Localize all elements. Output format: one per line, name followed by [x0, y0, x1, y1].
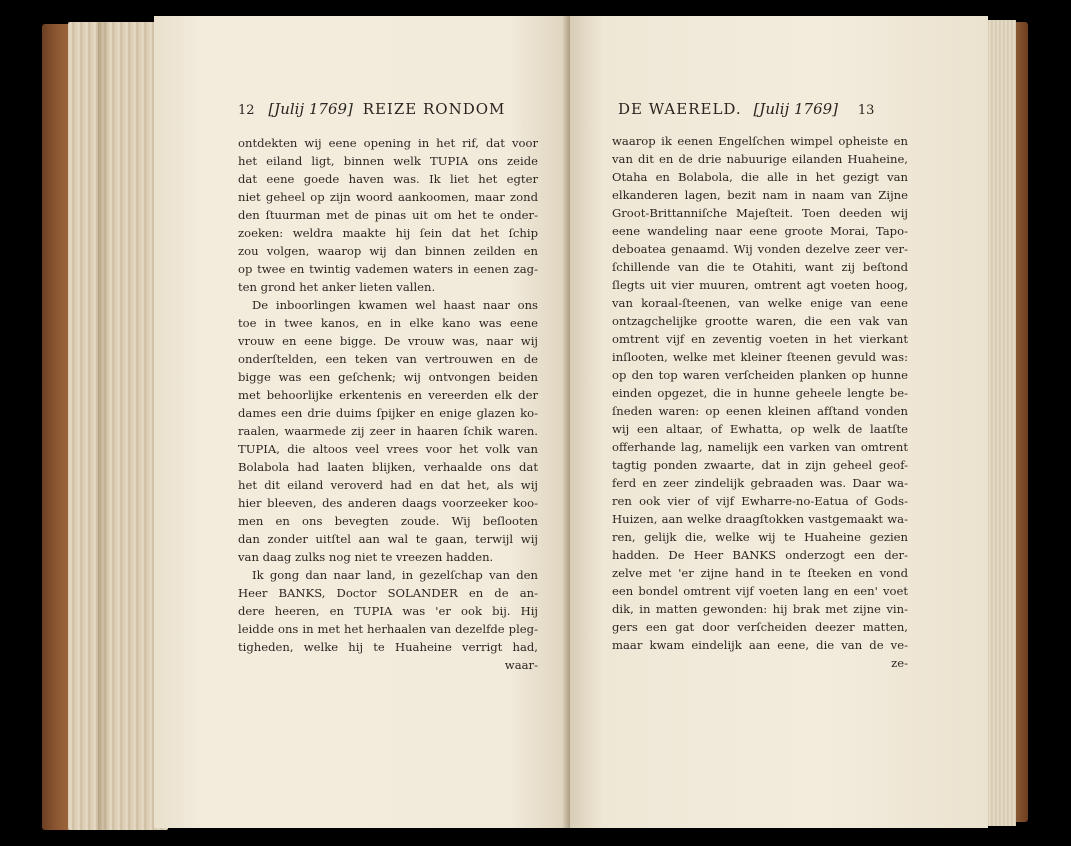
text-line: ferd en zeer zindelijk gebraaden was. Daar wa- [612, 476, 908, 490]
right-cover-edge [1014, 22, 1028, 822]
text-line: ten grond het anker lieten vallen. [238, 280, 436, 294]
text-line: gers een gat door verſcheiden deezer matten, [612, 620, 908, 634]
text-line: tigheden, welke hij te Huaheine verrigt had, [238, 640, 538, 654]
text-line: TUPIA, die altoos veel vrees voor het volk van [238, 442, 538, 456]
right-page [570, 16, 988, 828]
right-page-number: 13 [857, 103, 875, 118]
text-line: Heer BANKS, Doctor SOLANDER en de an- [238, 586, 538, 600]
text-line: waarop ik eenen Engelſchen wimpel opheiste en [612, 134, 908, 148]
left-header-date: [Julij 1769] [268, 100, 353, 118]
text-line: deboatea genaamd. Wij vonden dezelve zeer ver- [612, 242, 908, 256]
text-line: ſlegts uit vier muuren, omtrent agt voeten hoog, [612, 278, 908, 292]
text-line: op den top waren verſcheiden planken op hunne [612, 368, 908, 382]
text-line: van koraal-ſteenen, van welke enige van eene [612, 296, 908, 310]
text-line: ontzagchelijke grootte waren, die een vak van [612, 314, 908, 328]
catchword: ze- [891, 656, 908, 670]
text-line: van dit en de drie nabuurige eilanden Huaheine, [612, 152, 908, 166]
left-page-number: 12 [238, 103, 255, 118]
text-line: Otaha en Bolabola, die alle in het gezigt van [612, 170, 908, 184]
text-line: dik, in matten gewonden: hij brak met zijne vin- [612, 602, 908, 616]
right-running-head [618, 100, 874, 118]
text-line: den ſtuurman met de pinas uit om het te onder- [238, 208, 538, 222]
text-line: dan zonder uitſtel aan wal te gaan, terwijl wij [238, 532, 538, 546]
text-line: van daag zulks nog niet te vreezen hadden. [238, 550, 494, 564]
text-line: toe in twee kanos, en in elke kano was eene [238, 316, 538, 330]
text-line: zoeken: weldra maakte hij ſein dat het ſchip [238, 226, 538, 240]
text-line: ontdekten wij eene opening in het rif, dat voor [238, 136, 538, 150]
text-line: bigge was een geſchenk; wij ontvongen beiden [238, 370, 538, 384]
right-page-stack [986, 20, 1016, 826]
left-page [154, 16, 570, 828]
left-page-stack [68, 22, 168, 830]
text-line: het eiland ligt, binnen welk TUPIA ons zeide [238, 154, 538, 168]
text-line: dames een drie duims ſpijker en enige glazen ko- [238, 406, 538, 420]
text-line: vrouw en eene bigge. De vrouw was, naar wij [238, 334, 538, 348]
left-running-head [238, 100, 505, 118]
text-line: De inboorlingen kwamen wel haast naar ons [252, 298, 538, 312]
text-line: ſchillende van die te Otahiti, want zij beſtond [612, 260, 908, 274]
text-line: Ik gong dan naar land, in gezelſchap van den [252, 568, 538, 582]
text-line: inſlooten, welke met kleiner ſteenen gevuld was: [612, 350, 908, 364]
text-line: wij een altaar, of Ewhatta, op welk de laatſte [612, 422, 908, 436]
open-book [42, 16, 1028, 830]
right-body-text [612, 132, 908, 672]
text-line: einden opgezet, die in hunne geheele lengte be- [612, 386, 908, 400]
text-line: hier bleeven, des anderen daags voorzeeker koo- [238, 496, 538, 510]
text-line: Groot-Brittanniſche Majeſteit. Toen deeden wij [612, 206, 908, 220]
text-line: Bolabola had laaten blijken, verhaalde ons dat [238, 460, 538, 474]
text-line: met behoorlijke erkentenis en vereerden elk der [238, 388, 538, 402]
text-line: raalen, waarmede zij zeer in haaren ſchik waren. [238, 424, 538, 438]
right-header-date: [Julij 1769] [753, 100, 839, 118]
text-line: men en ons bevegten zoude. Wij beſlooten [238, 514, 538, 528]
text-line: op twee en twintig vademen waters in eenen zag- [238, 262, 538, 276]
text-line: elkanderen lagen, bezit nam in naam van Zijne [612, 188, 908, 202]
text-line: niet geheel op zijn woord aankoomen, maar zond [238, 190, 538, 204]
text-line: ſneden waren: op eenen kleinen afſtand vonden [612, 404, 908, 418]
text-line: eene wandeling naar eene groote Morai, Tapo- [612, 224, 908, 238]
text-line: ren, gelijk die, welke wij te Huaheine gezien [612, 530, 908, 544]
text-line: leidde ons in met het herhaalen van dezelfde pleg- [238, 622, 538, 636]
text-line: zelve met 'er zijne hand in te ſteeken en vond [612, 566, 908, 580]
text-line: dere heeren, en TUPIA was 'er ook bij. Hij [238, 604, 538, 618]
text-line: offerhande lag, namelijk een varken van omtrent [612, 440, 908, 454]
text-line: tagtig ponden zwaarte, dat in zijn geheel geof- [612, 458, 908, 472]
text-line: hadden. De Heer BANKS onderzogt een der- [612, 548, 908, 562]
left-header-title: REIZE RONDOM [362, 100, 506, 118]
text-line: omtrent vijf en zeventig voeten in het vierkant [612, 332, 908, 346]
text-line: zou volgen, waarop wij dan binnen zeilden en [238, 244, 538, 258]
catchword: waar- [504, 658, 538, 672]
text-line: onderſtelden, een teken van vertrouwen en de [238, 352, 538, 366]
text-line: Huizen, aan welke draagſtokken vastgemaakt wa- [612, 512, 908, 526]
text-line: het dit eiland veroverd had en dat het, als wij [238, 478, 538, 492]
text-line: een bondel omtrent vijf voeten lang en een' voet [612, 584, 908, 598]
left-body-text [238, 134, 538, 674]
text-line: dat eene goede haven was. Ik liet het egter [238, 172, 538, 186]
text-line: maar kwam eindelijk aan eene, die van de ve- [612, 638, 908, 652]
right-header-title: DE WAERELD. [618, 100, 742, 118]
text-line: ren ook vier of vijf Ewharre-no-Eatua of Gods- [612, 494, 908, 508]
